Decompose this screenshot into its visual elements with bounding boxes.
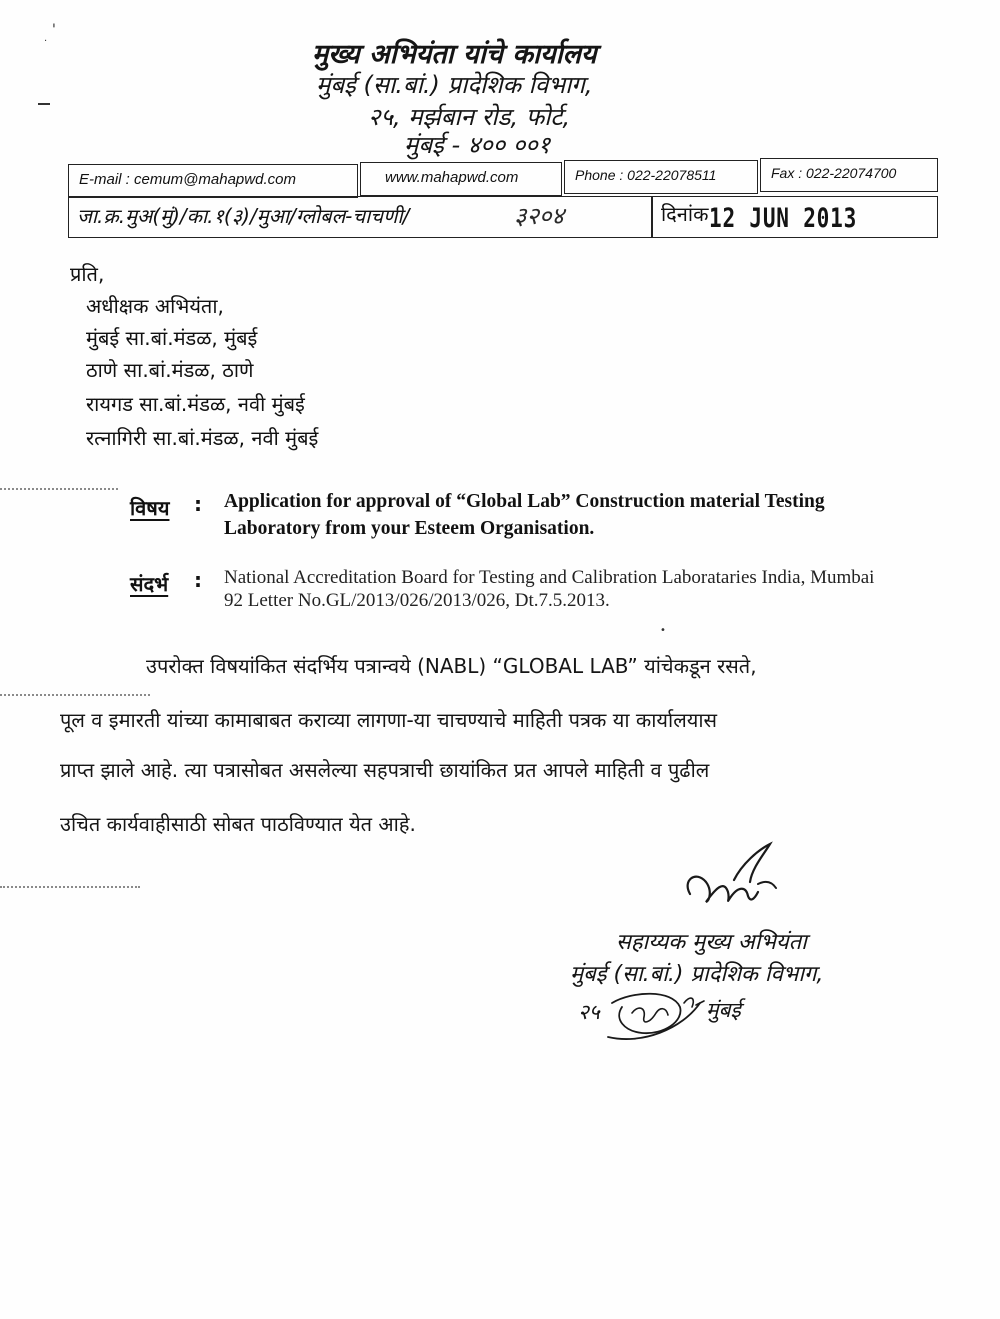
scan-dotted-line xyxy=(0,488,118,490)
reference-divider xyxy=(651,197,653,237)
date-label: दिनांक xyxy=(661,202,709,226)
scan-speck: · xyxy=(44,36,48,47)
email-box: E-mail : cemum@mahapwd.com xyxy=(68,164,358,198)
body-line: उपरोक्त विषयांकित संदर्भिय पत्रान्वये (NABL) “GLOBAL LAB” यांचेकडून रसते, xyxy=(146,654,757,678)
handwritten-reference-number: ३२०४ xyxy=(514,202,564,230)
addressee-circle: रत्नागिरी सा.बां.मंडळ, नवी मुंबई xyxy=(86,426,319,450)
letterhead-address: २५, मर्झबान रोड, फोर्ट, xyxy=(368,103,571,131)
scan-dotted-line xyxy=(0,886,140,888)
letterhead-division: मुंबई (सा.बां.) प्रादेशिक विभाग, xyxy=(316,71,593,99)
handwritten-address-scribble xyxy=(572,985,772,1055)
reference-row xyxy=(68,196,938,238)
scan-dotted-line xyxy=(0,694,150,696)
letterhead-city-pin: मुंबई - ४०० ००१ xyxy=(404,131,551,159)
signatory-designation: सहाय्यक मुख्य अभियंता xyxy=(616,930,807,955)
reference-colon: : xyxy=(194,568,202,592)
addressee-designation: अधीक्षक अभियंता, xyxy=(86,294,224,318)
date-stamp: 12 JUN 2013 xyxy=(709,203,858,234)
subject-text: Application for approval of “Global Lab” Construction material Testing Laboratory from your Esteem Organisation. xyxy=(224,491,825,539)
reference-label: संदर्भ xyxy=(130,572,169,596)
subject-label: विषय xyxy=(130,496,170,520)
addressee-circle: मुंबई सा.बां.मंडळ, मुंबई xyxy=(86,326,258,350)
scan-speck: • xyxy=(660,625,666,636)
subject-colon: : xyxy=(194,492,202,516)
fax-box: Fax : 022-22074700 xyxy=(760,158,938,192)
scan-speck: ' xyxy=(52,22,56,38)
reference-text: National Accreditation Board for Testing and Calibration Laborataries India, Mumbai 92 Letter No.GL/2013/026/2013/026, Dt.7.5.2013. xyxy=(224,567,875,611)
handwritten-signature xyxy=(672,840,792,920)
signatory-address-prefix: २५ xyxy=(578,1000,600,1024)
letterhead-office-name: मुख्य अभियंता यांचे कार्यालय xyxy=(312,39,597,70)
signatory-address-city: मुंबई xyxy=(706,998,741,1022)
scan-mark xyxy=(38,103,50,105)
reference-number: जा.क्र.मुअ(मुं)/का.१(३)/मुआ/ग्लोबल-चाचणी/ xyxy=(77,204,410,228)
body-line: पूल व इमारती यांच्या कामाबाबत कराव्या लागणा-या चाचण्याचे माहिती पत्रक या कार्यालयास xyxy=(60,708,718,732)
body-line: उचित कार्यवाहीसाठी सोबत पाठविण्यात येत आहे. xyxy=(60,812,416,836)
addressee-circle: ठाणे सा.बां.मंडळ, ठाणे xyxy=(86,358,254,382)
signatory-office: मुंबई (सा.बां.) प्रादेशिक विभाग, xyxy=(570,962,824,987)
body-line: प्राप्त झाले आहे. त्या पत्रासोबत असलेल्या सहपत्राची छायांकित प्रत आपले माहिती व पुढील xyxy=(60,758,710,782)
website-box: www.mahapwd.com xyxy=(360,162,562,196)
addressee-prati: प्रति, xyxy=(70,262,105,286)
contact-row xyxy=(68,158,938,198)
phone-box: Phone : 022-22078511 xyxy=(564,160,758,194)
addressee-circle: रायगड सा.बां.मंडळ, नवी मुंबई xyxy=(86,392,305,416)
